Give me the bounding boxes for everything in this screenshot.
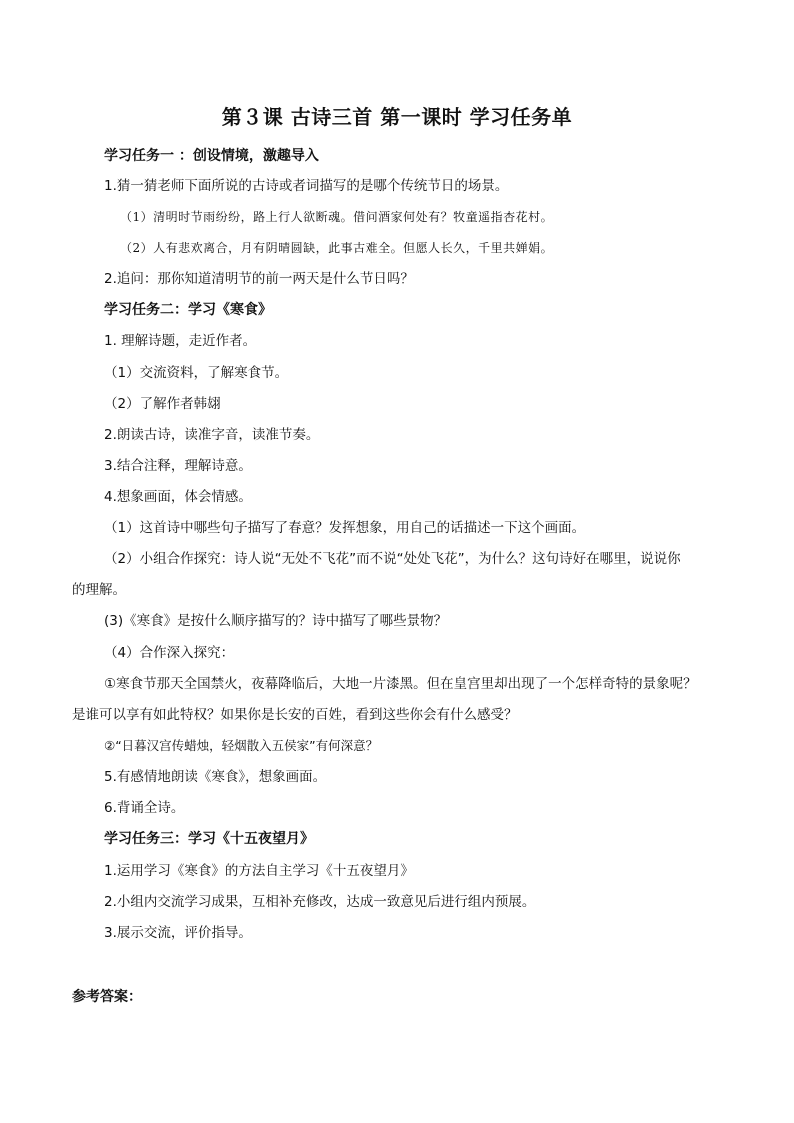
page-title: 第３课 古诗三首 第一课时 学习任务单 [221, 105, 573, 129]
task2-step-3: 3.结合注释，理解诗意。 [104, 458, 252, 474]
task2-heading: 学习任务二：学习《寒食》 [104, 302, 272, 318]
task2-step-4b-line2: 的理解。 [72, 582, 126, 598]
task2-step-4d1-line1: ①寒食节那天全国禁火，夜幕降临后，大地一片漆黑。但在皇宫里却出现了一个怎样奇特的景象呢？ [104, 676, 697, 692]
task3-heading: 学习任务三：学习《十五夜望月》 [104, 831, 314, 847]
task2-step-4d2: ②“日暮汉宫传蜡烛，轻烟散入五侯家”有何深意？ [104, 738, 379, 753]
task2-step-4c: (3)《寒食》是按什么顺序描写的？诗中描写了哪些景物？ [104, 613, 448, 629]
task2-step-4a: （1）这首诗中哪些句子描写了春意？发挥想象，用自己的话描述一下这个画面。 [104, 520, 586, 536]
task3-step-1: 1.运用学习《寒食》的方法自主学习《十五夜望月》 [104, 863, 414, 879]
task2-step-1: 1. 理解诗题，走近作者。 [104, 333, 257, 349]
task2-step-1b: （2）了解作者韩翃 [104, 396, 221, 412]
task2-step-4d1-line2: 是谁可以享有如此特权？如果你是长安的百姓，看到这些你会有什么感受？ [72, 707, 518, 723]
task3-step-2: 2.小组内交流学习成果，互相补充修改，达成一致意见后进行组内预展。 [104, 894, 536, 910]
task2-step-2: 2.朗读古诗，读准字音，读准节奏。 [104, 427, 320, 443]
reference-answers-label: 参考答案： [72, 989, 142, 1005]
task2-step-4: 4.想象画面，体会情感。 [104, 489, 252, 505]
task2-step-1a: （1）交流资料，了解寒食节。 [104, 365, 289, 381]
task1-poem-1: （1）清明时节雨纷纷，路上行人欲断魂。借问酒家何处有？牧童遥指杏花村。 [120, 210, 554, 224]
task2-step-6: 6.背诵全诗。 [104, 800, 185, 816]
task1-question-1: 1.猜一猜老师下面所说的古诗或者词描写的是哪个传统节日的场景。 [104, 178, 509, 194]
task1-question-2: 2.追问：那你知道清明节的前一两天是什么节日吗？ [104, 271, 414, 287]
task2-step-4b-line1: （2）小组合作探究：诗人说“无处不飞花”而不说“处处飞花”，为什么？这句诗好在哪里，说说你 [104, 551, 681, 567]
task1-heading: 学习任务一 ：创设情境，激趣导入 [104, 148, 319, 164]
task1-poem-2: （2）人有悲欢离合，月有阴晴圆缺，此事古难全。但愿人长久，千里共婵娟。 [120, 241, 554, 255]
task2-step-4d: （4）合作深入探究： [104, 645, 235, 661]
task3-step-3: 3.展示交流，评价指导。 [104, 925, 252, 941]
task2-step-5: 5.有感情地朗读《寒食》，想象画面。 [104, 769, 327, 785]
